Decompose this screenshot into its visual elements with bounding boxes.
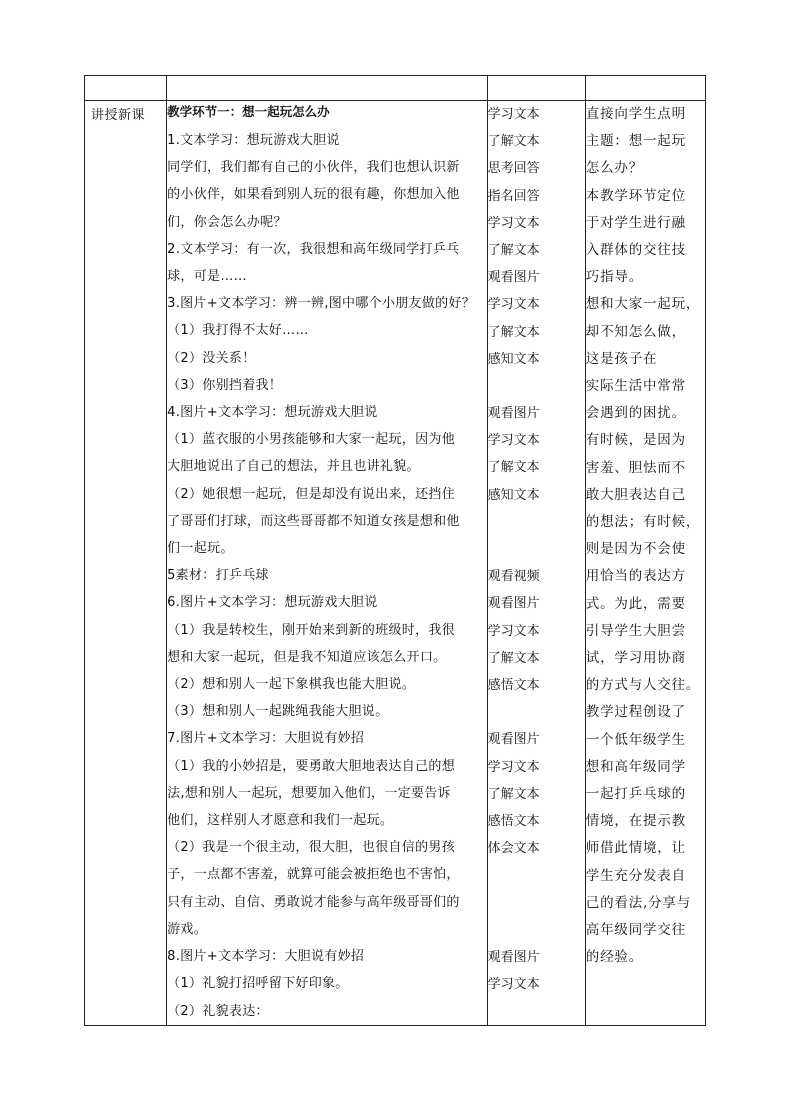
activity-line: 学习文本: [487, 759, 540, 775]
activity-line: 了解文本: [487, 324, 540, 340]
intent-line: 本教学环节定位: [585, 187, 686, 204]
activity-line: 观看图片: [487, 949, 540, 965]
content-line: 了哥哥们打球，而这些哥哥都不知道女孩是想和他: [167, 513, 460, 529]
intent-line: 高年级同学交往: [585, 922, 686, 939]
intent-line: 会遇到的困扰。: [585, 405, 686, 422]
content-line: （1）我是转校生，刚开始来到新的班级时，我很: [167, 622, 455, 638]
content-line: 球，可是……: [167, 269, 247, 285]
activity-line: 学习文本: [487, 433, 540, 449]
intent-line: 巧指导。: [585, 269, 643, 286]
intent-line: 情境，在提示教: [585, 813, 686, 830]
content-line: （1）我打得不太好……: [167, 323, 309, 339]
content-line: （2）没关系！: [167, 350, 256, 366]
intent-line: 实际生活中常常: [585, 378, 686, 395]
header-cell-2: [167, 76, 488, 101]
intent-lines: [586, 101, 705, 972]
content-line: 1.文本学习：想玩游戏大胆说: [167, 133, 340, 148]
activity-line: 观看视频: [487, 569, 540, 585]
intent-line: 有时候，是因为: [585, 432, 686, 449]
intent-line: 教学过程创设了: [585, 704, 686, 721]
section-cell: [85, 101, 167, 1026]
activity-line: 了解文本: [487, 460, 540, 476]
content-line: 同学们，我们都有自己的小伙伴，我们也想认识新: [167, 160, 460, 176]
content-line: 他们，这样别人才愿意和我们一起玩。: [167, 813, 394, 829]
content-line: 子，一点都不害羞，就算可能会被拒绝也不害怕，: [167, 867, 460, 883]
intent-line: 的经验。: [585, 949, 643, 966]
intent-line: 这是孩子在: [585, 350, 658, 367]
content-line: （2）她很想一起玩，但是却没有说出来，还挡住: [167, 486, 455, 502]
activity-line: [488, 536, 585, 563]
intent-line: 的方式与人交往。: [585, 677, 701, 694]
content-line: 们一起玩。: [167, 541, 234, 557]
activity-line: [488, 917, 585, 944]
activity-line: 指名回答: [487, 188, 540, 204]
activity-line: 观看图片: [487, 596, 540, 612]
intent-line: 想和大家一起玩，: [585, 296, 701, 313]
activity-line: 观看图片: [487, 270, 540, 286]
section-label: 讲授新课: [91, 108, 146, 123]
student-activity-cell: [487, 101, 585, 1026]
activity-line: [488, 699, 585, 726]
activity-line: [488, 373, 585, 400]
activity-line: [488, 862, 585, 889]
lesson-plan-table: [84, 75, 706, 1026]
intent-line: 入群体的交往技: [585, 242, 686, 259]
activity-line: 观看图片: [487, 732, 540, 748]
header-cell-4: [585, 76, 705, 101]
activity-line: 思考回答: [487, 161, 540, 177]
activity-line: 感知文本: [487, 351, 540, 367]
activity-line: 观看图片: [487, 406, 540, 422]
intent-line: 想和高年级同学: [585, 758, 686, 775]
intent-line: 怎么办？: [585, 160, 643, 177]
content-line: 5素材：打乒乓球: [167, 568, 269, 584]
activity-line: 了解文本: [487, 134, 540, 150]
content-line: 4.图片+文本学习：想玩游戏大胆说: [167, 405, 378, 421]
content-line: （2）想和别人一起下象棋我也能大胆说。: [167, 677, 416, 693]
activity-line: 体会文本: [487, 841, 540, 857]
intent-line: 直接向学生点明: [585, 106, 686, 122]
content-line: （1）我的小妙招是，要勇敢大胆地表达自己的想: [167, 758, 455, 774]
activity-line: 了解文本: [487, 786, 540, 802]
content-line: 6.图片+文本学习：想玩游戏大胆说: [167, 595, 378, 611]
design-intent-cell: [585, 101, 705, 1026]
activity-line: 学习文本: [487, 107, 540, 122]
activity-line: 学习文本: [487, 623, 540, 639]
content-line: 3.图片+文本学习：辨一辨,图中哪个小朋友做的好？: [167, 296, 476, 312]
content-line: （3）你别挡着我！: [167, 377, 283, 393]
content-lines: [167, 127, 487, 1025]
content-line: 们，你会怎么办呢？: [167, 214, 287, 230]
intent-line: 一个低年级学生: [585, 731, 686, 748]
content-line: 2.文本学习：有一次，我很想和高年级同学打乒乓: [167, 241, 460, 257]
activity-line: 了解文本: [487, 650, 540, 666]
intent-line: 主题：想一起玩: [585, 133, 686, 150]
content-line: 只有主动、自信、勇敢说才能参与高年级哥哥们的: [167, 894, 460, 910]
content-line: （1）礼貌打招呼留下好印象。: [167, 976, 349, 992]
intent-line: 己的看法,分享与: [585, 894, 691, 911]
intent-line: 却不知怎么做，: [585, 323, 686, 340]
intent-line: 敢大胆表达自己: [585, 486, 686, 503]
intent-line: 则是因为不会使: [585, 541, 686, 558]
activity-line: [488, 889, 585, 916]
activity-line: 了解文本: [487, 242, 540, 258]
table-header-row: [85, 76, 706, 101]
intent-line: 学生充分发表自: [585, 867, 686, 884]
content-line: 大胆地说出了自己的想法，并且也讲礼貌。: [167, 459, 420, 475]
intent-line: 师借此情境，让: [585, 840, 686, 857]
activity-line: [488, 509, 585, 536]
intent-line: 的想法；有时候，: [585, 514, 701, 531]
intent-line: 式。为此，需要: [585, 595, 686, 612]
intent-line: 于对学生进行融: [585, 214, 686, 231]
content-line: 8.图片+文本学习：大胆说有妙招: [167, 949, 365, 965]
activity-line: 感悟文本: [487, 677, 540, 693]
activity-line: 学习文本: [487, 215, 540, 231]
lesson-row: [85, 101, 706, 1026]
content-line: （2）礼貌表达：: [167, 1003, 269, 1019]
intent-line: 一起打乒乓球的: [585, 786, 686, 803]
activity-lines: [488, 101, 585, 998]
intent-line: 引导学生大胆尝: [585, 622, 686, 639]
content-line: （2）我是一个很主动，很大胆，也很自信的男孩: [167, 840, 455, 856]
content-line: （1）蓝衣服的小男孩能够和大家一起玩，因为他: [167, 432, 455, 448]
activity-line: 学习文本: [487, 977, 540, 992]
intent-line: 试，学习用协商: [585, 650, 686, 667]
content-line: 的小伙伴，如果看到别人玩的很有趣，你想加入他: [167, 187, 460, 203]
activity-line: 感悟文本: [487, 813, 540, 829]
teaching-step-heading: 教学环节一：想一起玩怎么办: [167, 104, 330, 119]
content-line: 法,想和别人一起玩，想要加入他们，一定要告诉: [167, 785, 451, 801]
header-cell-1: [85, 76, 167, 101]
content-cell: [167, 101, 488, 1026]
content-line: 7.图片+文本学习：大胆说有妙招: [167, 731, 365, 747]
content-line: （3）想和别人一起跳绳我能大胆说。: [167, 704, 389, 720]
activity-line: 感知文本: [487, 487, 540, 503]
content-line: 想和大家一起玩，但是我不知道应该怎么开口。: [167, 649, 447, 665]
activity-line: 学习文本: [487, 297, 540, 313]
intent-line: 用恰当的表达方: [585, 568, 686, 585]
content-line: 游戏。: [167, 921, 208, 937]
intent-line: 害羞、胆怯而不: [585, 459, 686, 476]
header-cell-3: [487, 76, 585, 101]
